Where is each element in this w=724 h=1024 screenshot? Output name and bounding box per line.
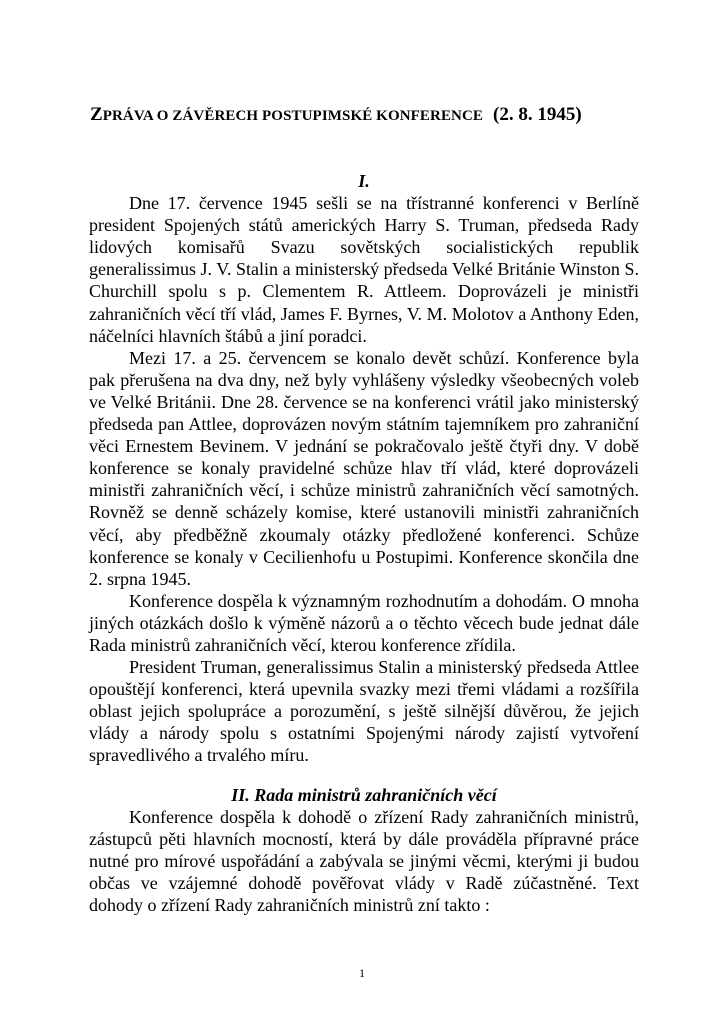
title-initial: Z: [90, 104, 103, 125]
section-heading-2: II. Rada ministrů zahraničních věcí: [231, 784, 497, 805]
paragraph: Mezi 17. a 25. červencem se konalo devět schůzí. Konference byla pak přerušena na dva dny, než byly vyhlášeny výsledky všeobecných voleb ve Velké Británii. Dne 28. července se na konferenci vrátil jako ministerský předseda pan Attlee, doprovázen novým státním tajemníkem pro zahraniční věci Ernestem Bevinem. V jednání se pokračovalo ještě čtyři dny. V době konference se konaly pravidelné schůze hlav tří vlád, které doprovázeli ministři zahraničních věcí, i schůze ministrů zahraničních věcí samotných. Rovněž se denně scházely komise, které ustanovili ministři zahraničních věcí, aby předběžně zkoumaly otázky předložené konferenci. Schůze konference se konaly v Cecilienhofu u Postupimi. Konference skončila dne 2. srpna 1945.: [89, 347, 639, 589]
paragraph: President Truman, generalissimus Stalin a ministerský předseda Attlee opouštějí konferenci, která upevnila svazky mezi třemi vládami a rozšířila oblast jejich spolupráce a porozumění, s ještě silnější důvěrou, že jejich vlády a národy spolu s ostatními Spojenými národy zajistí vytvoření spravedlivého a trvalého míru.: [89, 657, 639, 766]
document-title: [90, 104, 650, 126]
title-text: PRÁVA O ZÁVĚRECH POSTUPIMSKÉ KONFERENCE: [102, 108, 484, 124]
paragraph: Konference dospěla k dohodě o zřízení Rady zahraničních ministrů, zástupců pěti hlavních mocností, která by dále prováděla přípravné práce nutné pro mírové uspořádání a zabývala se jinými věcmi, kterými ji budou občas ve vzájemné dohodě pověřovat vlády v Radě zúčastněné. Text dohody o zřízení Rady zahraničních ministrů zní takto :: [89, 806, 639, 915]
section-heading-1: I.: [358, 171, 370, 191]
paragraph: Dne 17. července 1945 sešli se na třístranné konferenci v Berlíně president Spojených států amerických Harry S. Truman, předseda Rady lidových komisařů Svazu sovětských socialistických republik generalissimus J. V. Stalin a ministerský předseda Velké Británie Winston S. Churchill spolu s p. Clementem R. Attleem. Doprovázeli je ministři zahraničních věcí tří vlád, James F. Byrnes, V. M. Molotov a Anthony Eden, náčelníci hlavních štábů a jiní poradci.: [89, 193, 639, 346]
paragraph: Konference dospěla k významným rozhodnutím a dohodám. O mnoha jiných otázkách došlo k výměně názorů a o těchto věcech bude jednat dále Rada ministrů zahraničních věcí, kterou konference zřídila.: [89, 590, 639, 655]
page-number: 1: [359, 966, 365, 980]
title-date: (2. 8. 1945): [493, 104, 582, 125]
document-body: [89, 170, 639, 916]
